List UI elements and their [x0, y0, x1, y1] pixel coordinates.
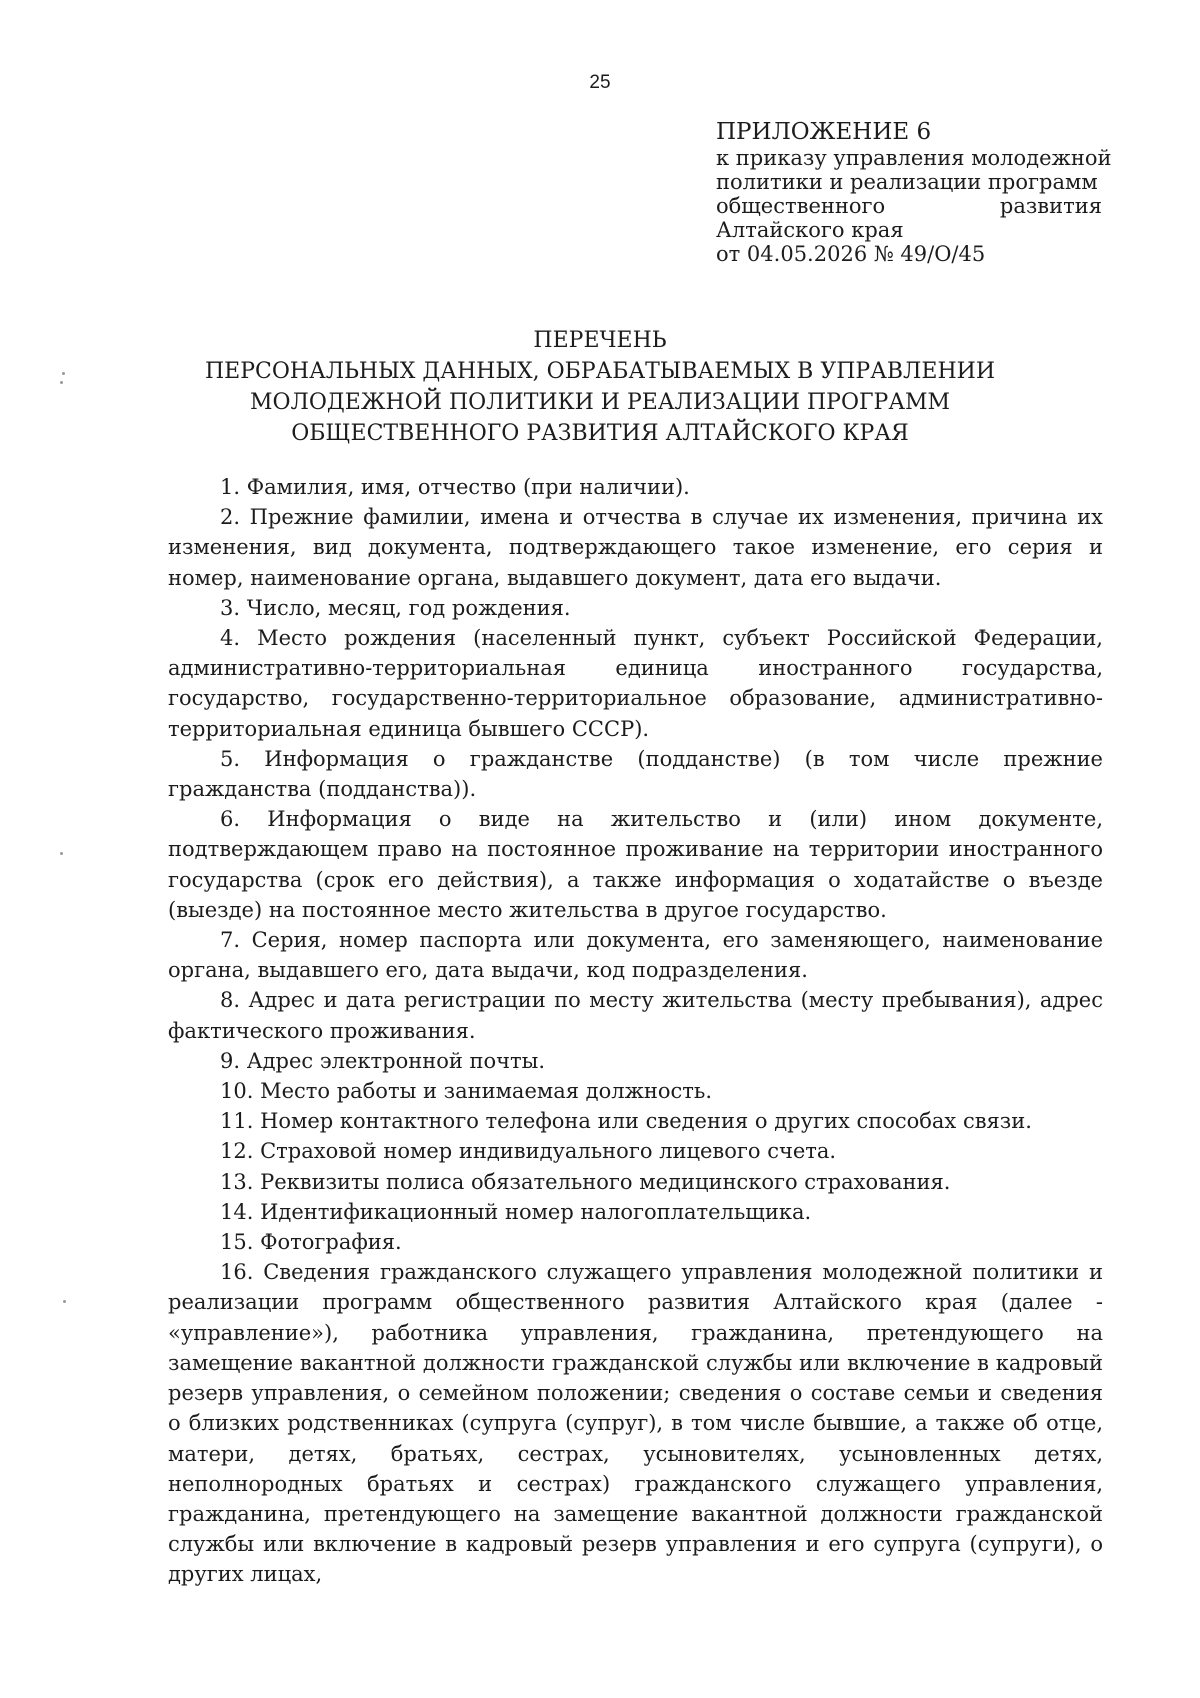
list-item-4: 4. Место рождения (населенный пункт, субъект Российской Федерации, административно-территориальная единица иностранного государства, государство, государственно-территориальное образование, административно-территориальная единица бывшего СССР). — [168, 626, 1103, 741]
list-item-5: 5. Информация о гражданстве (подданстве) (в том числе прежние гражданства (подданства)). — [168, 746, 1103, 802]
list-item-2: 2. Прежние фамилии, имена и отчества в случае их изменения, причина их изменения, вид документа, подтверждающего такое изменение, его серия и номер, наименование органа, выдавшего документ, дата его выдачи. — [168, 505, 1103, 590]
scan-speck — [62, 372, 65, 375]
appendix-block — [716, 118, 1112, 266]
document-body — [168, 472, 1103, 1590]
document-heading — [130, 325, 1070, 449]
list-item-15: 15. Фотография. — [220, 1230, 402, 1255]
appendix-line-3 — [716, 194, 1102, 218]
list-item-11: 11. Номер контактного телефона или сведения о других способах связи. — [220, 1109, 1032, 1134]
page-number: 25 — [589, 72, 611, 93]
scan-speck — [60, 852, 63, 855]
list-item-7: 7. Серия, номер паспорта или документа, его заменяющего, наименование органа, выдавшего его, дата выдачи, код подразделения. — [168, 928, 1103, 983]
heading-line-2: ПЕРСОНАЛЬНЫХ ДАННЫХ, ОБРАБАТЫВАЕМЫХ В УПРАВЛЕНИИ — [204, 359, 996, 384]
list-item-10: 10. Место работы и занимаемая должность. — [220, 1079, 713, 1104]
list-item-13: 13. Реквизиты полиса обязательного медицинского страхования. — [220, 1169, 951, 1194]
scan-speck — [60, 381, 63, 384]
list-item-1: 1. Фамилия, имя, отчество (при наличии). — [220, 475, 690, 499]
list-item-6: 6. Информация о виде на жительство и (или) ином документе, подтверждающем право на постоянное проживание на территории иностранного государства (срок его действия), а также информация о ходатайстве о въезде (выезде) на постоянное место жительства в другое государство. — [168, 807, 1103, 922]
heading-line-1: ПЕРЕЧЕНЬ — [533, 328, 667, 353]
list-item-16: 16. Сведения гражданского служащего управления молодежной политики и реализации программ общественного развития Алтайского края (далее - «управление»), работника управления, гражданина, претендующего на замещение вакантной должности гражданской службы или включение в кадровый резерв управления, о семейном положении; сведения о составе семьи и сведения о близких родственниках (супруга (супруг), в том числе бывшие, а также об отце, матери, детях, братьях, сестрах, усыновителях, усыновленных детях, неполнородных братьях и сестрах) гражданского служащего управления, гражданина, претендующего на замещение вакантной должности гражданской службы или включение в кадровый резерв управления и его супруга (супруги), о других лицах, — [168, 1260, 1103, 1587]
appendix-line-1: к приказу управления молодежной — [716, 146, 1112, 170]
list-item-14: 14. Идентификационный номер налогоплательщика. — [220, 1199, 812, 1224]
scan-speck — [63, 1300, 66, 1303]
appendix-line-3-left: общественного — [716, 194, 886, 218]
list-item-9: 9. Адрес электронной почты. — [220, 1048, 546, 1073]
appendix-line-3-right: развития — [999, 194, 1102, 218]
heading-line-4: ОБЩЕСТВЕННОГО РАЗВИТИЯ АЛТАЙСКОГО КРАЯ — [291, 421, 909, 446]
appendix-line-2: политики и реализации программ — [716, 170, 1098, 194]
appendix-line-4: Алтайского края — [716, 218, 904, 242]
list-item-8: 8. Адрес и дата регистрации по месту жительства (месту пребывания), адрес фактического проживания. — [168, 988, 1103, 1043]
appendix-line-5: от 04.05.2026 № 49/О/45 — [716, 242, 986, 266]
heading-line-3: МОЛОДЕЖНОЙ ПОЛИТИКИ И РЕАЛИЗАЦИИ ПРОГРАММ — [249, 390, 951, 415]
appendix-title: ПРИЛОЖЕНИЕ 6 — [716, 119, 932, 145]
list-item-3: 3. Число, месяц, год рождения. — [220, 595, 571, 620]
list-item-12: 12. Страховой номер индивидуального лицевого счета. — [220, 1139, 837, 1164]
